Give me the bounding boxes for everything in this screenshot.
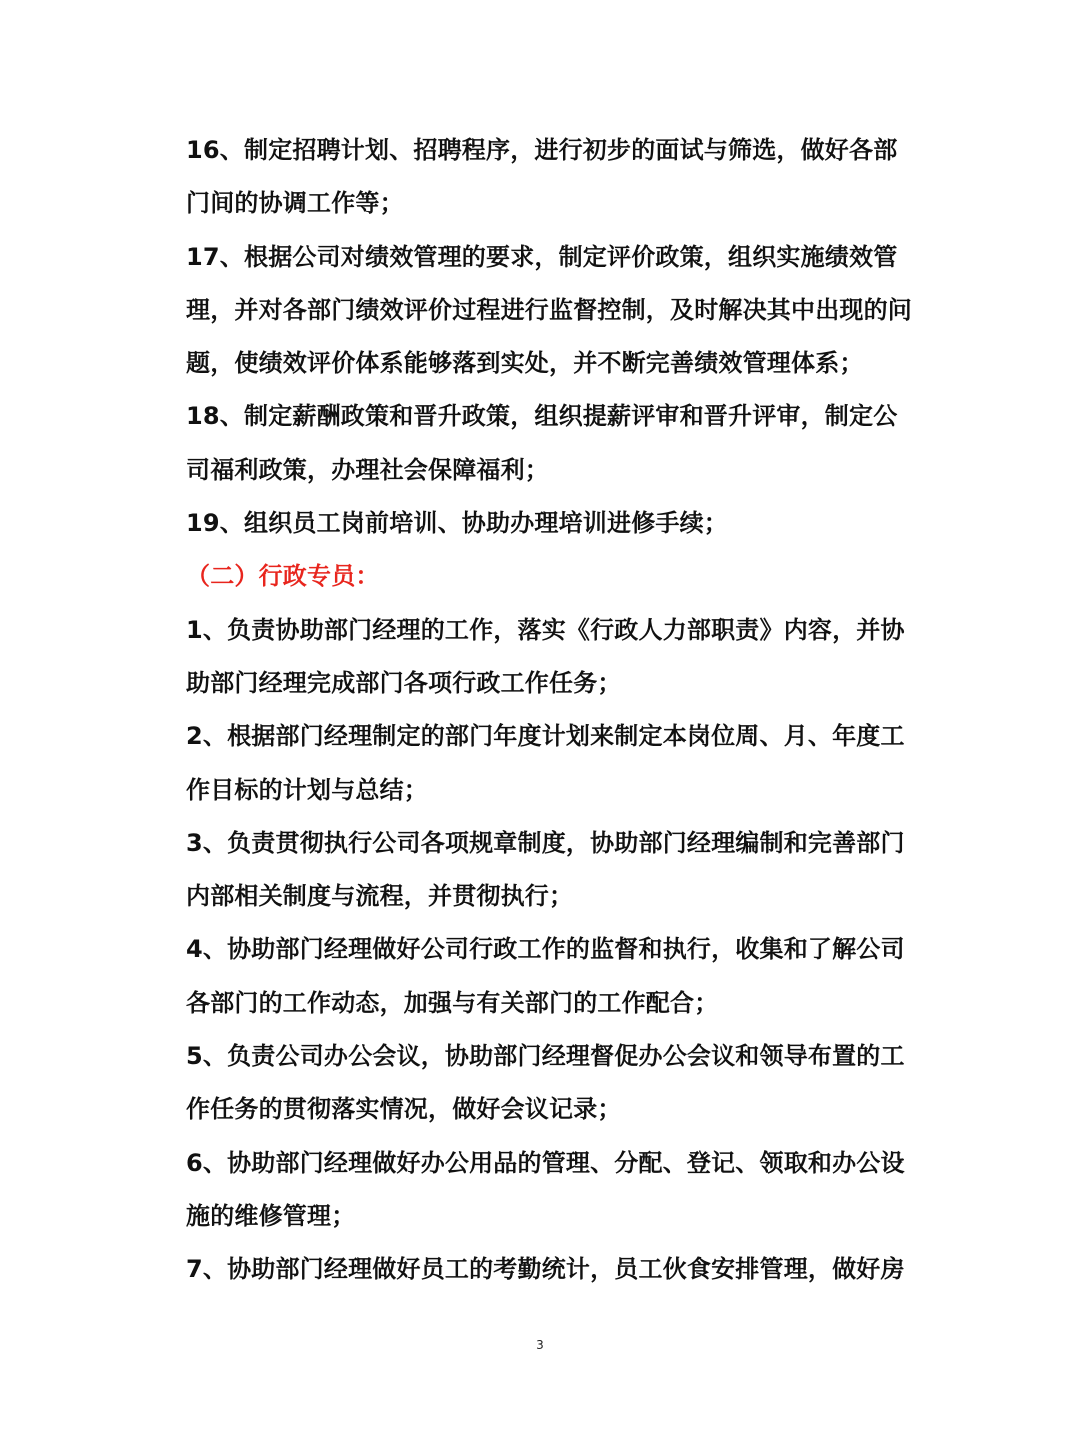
text-line: 内部相关制度与流程，并贯彻执行； [186, 882, 574, 911]
text-line: 17、根据公司对绩效管理的要求，制定评价政策，组织实施绩效管 [186, 242, 898, 271]
text-line: 各部门的工作动态，加强与有关部门的工作配合； [186, 988, 719, 1017]
page-number: 3 [536, 1338, 544, 1352]
text-line: 施的维修管理； [186, 1201, 356, 1230]
text-line: 19、组织员工岗前培训、协助办理培训进修手续； [186, 509, 728, 538]
text-line: 16、制定招聘计划、招聘程序，进行初步的面试与筛选，做好各部 [186, 136, 898, 164]
text-line: 7、协助部门经理做好员工的考勤统计，员工伙食安排管理，做好房 [186, 1255, 905, 1284]
text-line: 作目标的计划与总结； [186, 775, 428, 804]
text-line: 4、协助部门经理做好公司行政工作的监督和执行，收集和了解公司 [186, 935, 905, 964]
text-line: 助部门经理完成部门各项行政工作任务； [186, 668, 622, 697]
text-line: 6、协助部门经理做好办公用品的管理、分配、登记、领取和办公设 [186, 1148, 905, 1177]
document-body [186, 124, 912, 1297]
text-line: 18、制定薪酬政策和晋升政策，组织提薪评审和晋升评审，制定公 [186, 402, 898, 431]
text-line: 2、根据部门经理制定的部门年度计划来制定本岗位周、月、年度工 [186, 722, 905, 751]
section-heading: （二）行政专员： [186, 562, 380, 591]
text-line: 司福利政策，办理社会保障福利； [186, 455, 549, 484]
text-line: 门间的协调工作等； [186, 189, 404, 218]
text-line: 题，使绩效评价体系能够落到实处，并不断完善绩效管理体系； [186, 349, 864, 378]
text-line: 1、负责协助部门经理的工作，落实《行政人力部职责》内容，并协 [186, 615, 905, 644]
text-line: 5、负责公司办公会议，协助部门经理督促办公会议和领导布置的工 [186, 1042, 905, 1071]
text-line: 理，并对各部门绩效评价过程进行监督控制，及时解决其中出现的问 [186, 295, 912, 324]
text-line: 作任务的贯彻落实情况，做好会议记录； [186, 1095, 622, 1124]
text-line: 3、负责贯彻执行公司各项规章制度，协助部门经理编制和完善部门 [186, 828, 905, 857]
